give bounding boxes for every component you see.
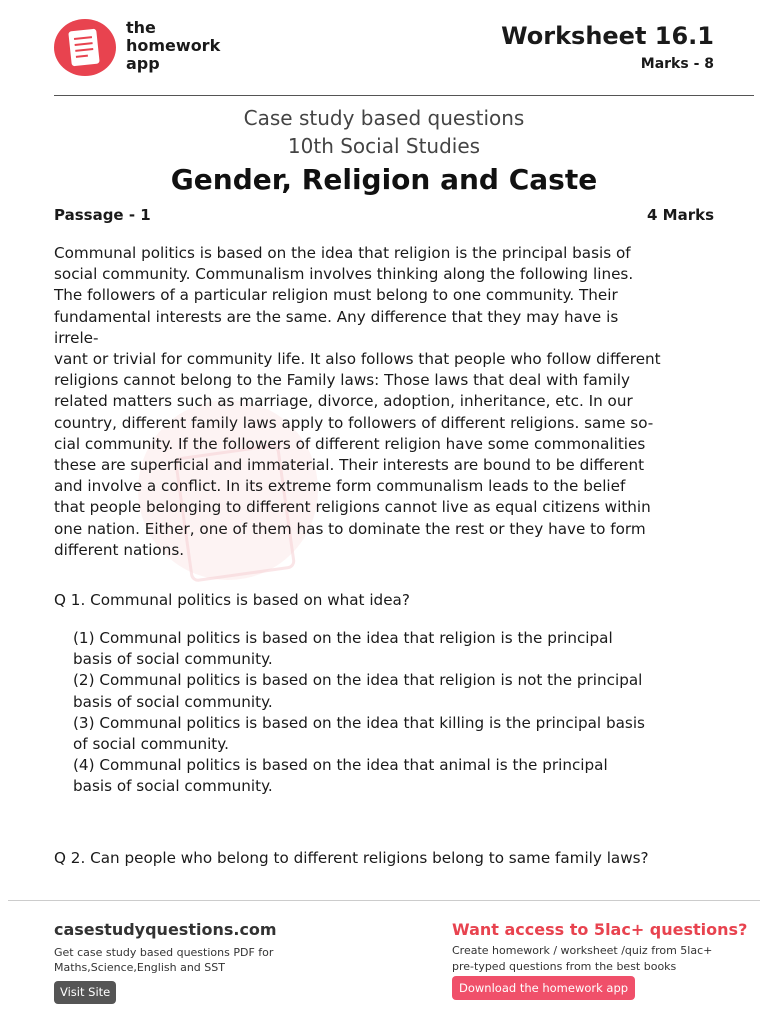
subtitle-case-study: Case study based questions xyxy=(243,106,525,130)
site-desc-line: Maths,Science,English and SST xyxy=(54,961,225,974)
worksheet-title: Worksheet 16.1 xyxy=(501,22,714,50)
download-app-button[interactable]: Download the homework app xyxy=(452,976,635,1000)
option-line: basis of social community. xyxy=(73,777,273,796)
option-line: (1) Communal politics is based on the idea that religion is the principal xyxy=(73,629,613,647)
question-2: Q 2. Can people who belong to different religions belong to same family laws? xyxy=(54,849,649,867)
brand-line-2: homework xyxy=(126,36,221,55)
passage-line: religions cannot belong to the Family laws: Those laws that deal with family xyxy=(54,371,631,390)
passage-line: social community. Communalism involves thinking along the following lines. xyxy=(54,265,634,284)
promo-title: Want access to 5lac+ questions? xyxy=(452,920,748,939)
promo-desc-line: pre-typed questions from the best books xyxy=(452,960,677,973)
passage-line: these are superficial and immaterial. Their interests are bound to be different xyxy=(54,456,645,475)
site-desc-line: Get case study based questions PDF for xyxy=(54,946,274,959)
option-line: (3) Communal politics is based on the idea that killing is the principal basis xyxy=(73,713,645,732)
question-1: Q 1. Communal politics is based on what idea? xyxy=(54,591,410,609)
option-line: (2) Communal politics is based on the idea that religion is not the principal xyxy=(73,671,643,690)
option-line: of social community. xyxy=(73,735,229,754)
passage-label: Passage - 1 xyxy=(54,206,151,224)
page-title: Gender, Religion and Caste xyxy=(170,163,598,196)
passage-line: vant or trivial for community life. It also follows that people who follow different xyxy=(54,350,661,369)
visit-site-button[interactable]: Visit Site xyxy=(54,981,116,1004)
homework-app-logo-icon xyxy=(54,19,116,76)
promo-desc-line: Create homework / worksheet /quiz from 5lac+ xyxy=(452,944,713,957)
footer-site-description xyxy=(54,945,304,975)
header-divider xyxy=(54,95,754,96)
brand-line-3: app xyxy=(126,54,160,73)
option-line: (4) Communal politics is based on the idea that animal is the principal xyxy=(73,756,608,775)
passage-line: country, different family laws apply to followers of different religions. same so- xyxy=(54,413,654,432)
worksheet-marks: Marks - 8 xyxy=(640,56,714,72)
option-line: basis of social community. xyxy=(73,692,273,711)
passage-text xyxy=(54,243,664,561)
passage-line: fundamental interests are the same. Any difference that they may have is irrele- xyxy=(54,307,619,347)
passage-line: different nations. xyxy=(54,540,185,559)
footer-site-name: casestudyquestions.com xyxy=(54,920,277,939)
passage-line: that people belonging to different religions cannot live as equal citizens within xyxy=(54,498,651,517)
passage-line: Communal politics is based on the idea that religion is the principal basis of xyxy=(54,244,631,262)
brand-line-1: the xyxy=(126,18,156,37)
passage-line: one nation. Either, one of them has to dominate the rest or they have to form xyxy=(54,519,646,538)
passage-line: The followers of a particular religion must belong to one community. Their xyxy=(54,286,618,305)
passage-line: related matters such as marriage, divorce, adoption, inheritance, etc. In our xyxy=(54,392,633,411)
option-line: basis of social community. xyxy=(73,650,273,669)
passage-line: and involve a conflict. In its extreme form communalism leads to the belief xyxy=(54,477,626,496)
brand-name xyxy=(126,19,246,73)
subtitle-class: 10th Social Studies xyxy=(287,134,481,158)
passage-line: cial community. If the followers of different religion have some commonalities xyxy=(54,434,646,453)
question-1-options xyxy=(73,628,653,798)
footer-divider xyxy=(8,900,760,901)
passage-marks: 4 Marks xyxy=(646,206,714,224)
promo-description xyxy=(452,943,742,975)
